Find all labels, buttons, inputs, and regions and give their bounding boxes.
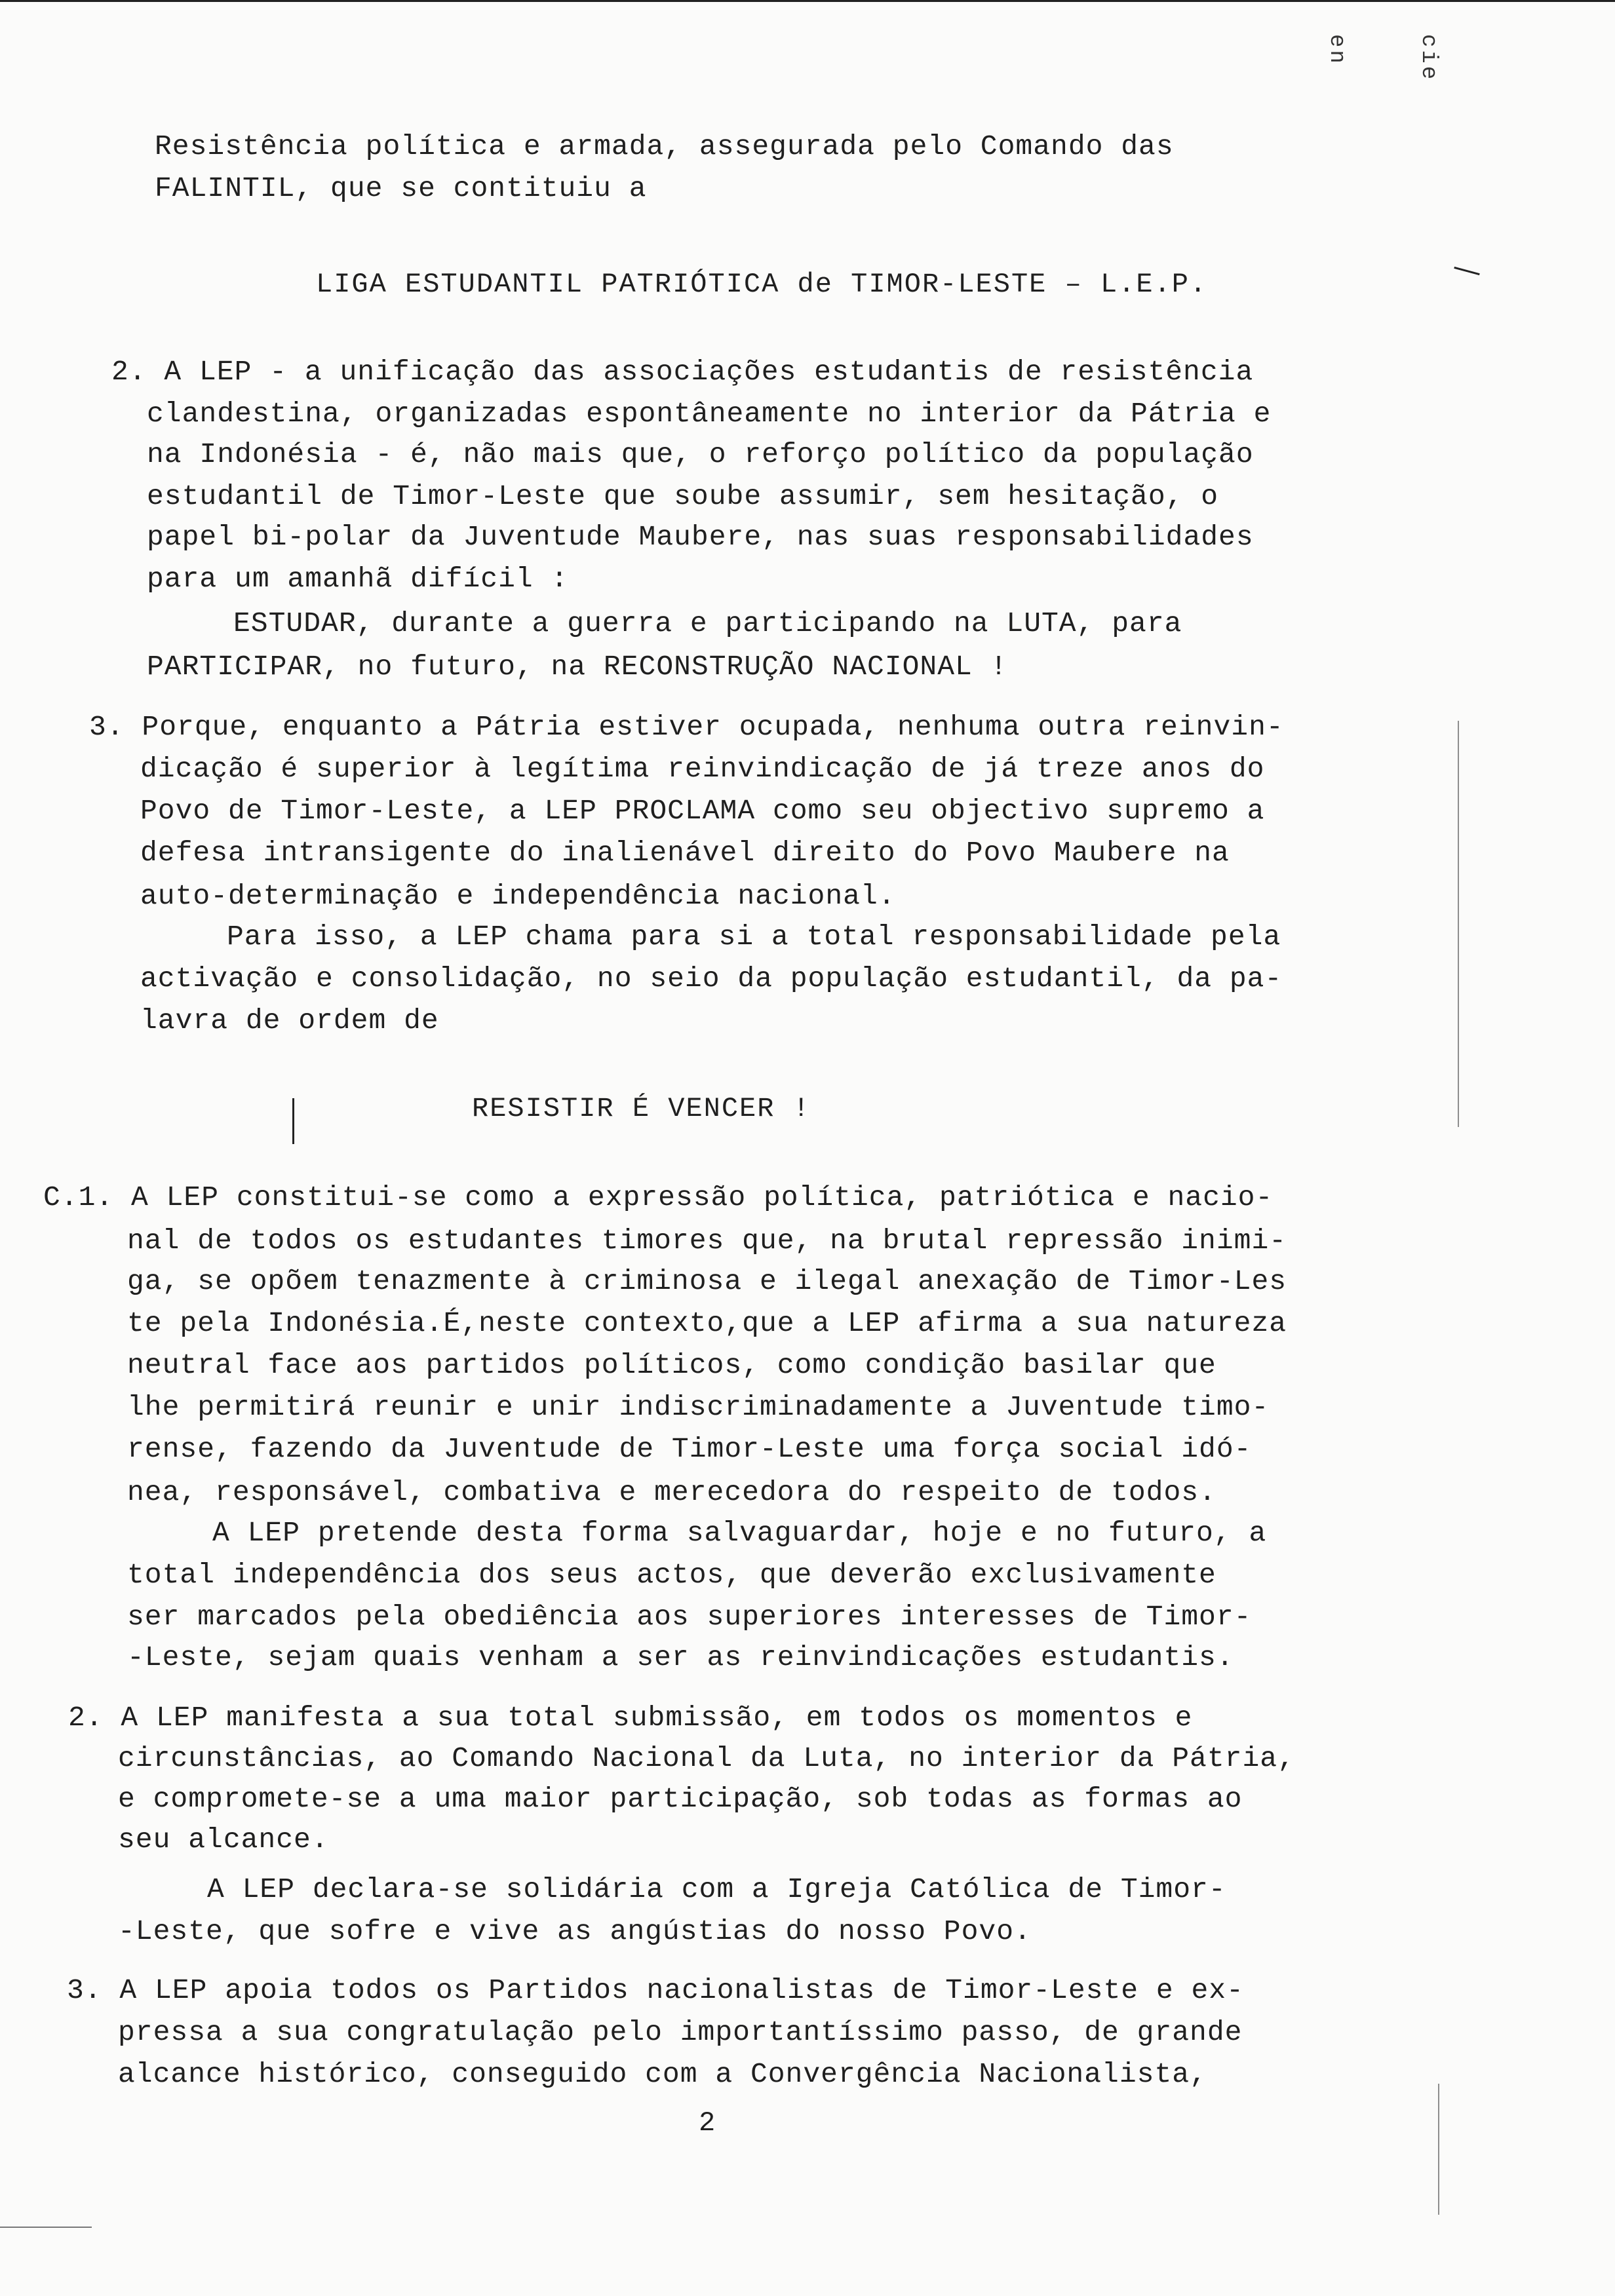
- page-number: 2: [699, 2107, 716, 2139]
- text-line-1: Resistência política e armada, assegurada pelo Comando das: [155, 130, 1174, 163]
- text-line-26: lhe permitirá reunir e unir indiscriminadamente a Juventude timo-: [127, 1391, 1270, 1423]
- text-line-2: FALINTIL, que se contituiu a: [155, 172, 647, 204]
- text-line-17: Para isso, a LEP chama para si a total responsabilidade pela: [227, 921, 1281, 953]
- margin-mark-1: en: [1324, 34, 1349, 66]
- text-line-13: dicação é superior à legítima reinvindicação de já treze anos do: [140, 753, 1265, 785]
- text-line-22: nal de todos os estudantes timores que, na brutal repressão inimi-: [127, 1225, 1287, 1257]
- text-line-19: lavra de ordem de: [140, 1004, 439, 1037]
- margin-mark-2: cie: [1416, 34, 1441, 83]
- text-line-14: Povo de Timor-Leste, a LEP PROCLAMA como seu objectivo supremo a: [140, 795, 1265, 827]
- text-line-16: auto-determinação e independência nacional.: [140, 880, 896, 912]
- margin-stroke-right: [1454, 267, 1479, 275]
- text-line-18: activação e consolidação, no seio da população estudantil, da pa-: [140, 963, 1283, 995]
- margin-bar-right-2: [1438, 2084, 1439, 2215]
- text-line-4: 2. A LEP - a unificação das associações estudantis de resistência: [111, 356, 1254, 388]
- text-line-12: 3. Porque, enquanto a Pátria estiver ocupada, nenhuma outra reinvin-: [89, 711, 1284, 743]
- bottom-left-rule: [0, 2227, 92, 2228]
- text-line-36: seu alcance.: [118, 1824, 329, 1856]
- text-line-27: rense, fazendo da Juventude de Timor-Leste uma força social idó-: [127, 1433, 1252, 1465]
- text-line-10: ESTUDAR, durante a guerra e participando na LUTA, para: [233, 607, 1182, 640]
- text-line-21: C.1. A LEP constitui-se como a expressão política, patriótica e nacio-: [43, 1181, 1274, 1214]
- text-line-37: A LEP declara-se solidária com a Igreja Católica de Timor-: [207, 1873, 1226, 1905]
- text-line-5: clandestina, organizadas espontâneamente no interior da Pátria e: [147, 398, 1272, 430]
- text-line-23: ga, se opõem tenazmente à criminosa e ilegal anexação de Timor-Les: [127, 1265, 1287, 1297]
- text-line-41: alcance histórico, conseguido com a Convergência Nacionalista,: [118, 2058, 1207, 2090]
- text-line-28: nea, responsável, combativa e merecedora do respeito de todos.: [127, 1476, 1216, 1508]
- text-line-40: pressa a sua congratulação pelo importantíssimo passo, de grande: [118, 2016, 1243, 2048]
- text-line-24: te pela Indonésia.É,neste contexto,que a LEP afirma a sua natureza: [127, 1307, 1287, 1339]
- margin-bar-left: [292, 1098, 294, 1144]
- text-line-32: -Leste, sejam quais venham a ser as reinvindicações estudantis.: [127, 1641, 1234, 1674]
- text-line-25: neutral face aos partidos políticos, como condição basilar que: [127, 1349, 1216, 1381]
- section-heading-lep: LIGA ESTUDANTIL PATRIÓTICA de TIMOR-LESTE – L.E.P.: [316, 269, 1208, 300]
- text-line-15: defesa intransigente do inalienável direito do Povo Maubere na: [140, 837, 1230, 869]
- text-line-34: circunstâncias, ao Comando Nacional da Luta, no interior da Pátria,: [118, 1742, 1295, 1774]
- text-line-33: 2. A LEP manifesta a sua total submissão, em todos os momentos e: [68, 1702, 1193, 1734]
- text-line-7: estudantil de Timor-Leste que soube assumir, sem hesitação, o: [147, 480, 1219, 512]
- text-line-29: A LEP pretende desta forma salvaguardar, hoje e no futuro, a: [212, 1517, 1267, 1549]
- margin-bar-right-1: [1458, 721, 1459, 1127]
- text-line-11: PARTICIPAR, no futuro, na RECONSTRUÇÃO NACIONAL !: [147, 651, 1008, 683]
- top-border-line: [0, 0, 1615, 2]
- slogan-heading: RESISTIR É VENCER !: [472, 1093, 811, 1124]
- text-line-30: total independência dos seus actos, que deverão exclusivamente: [127, 1559, 1216, 1591]
- text-line-6: na Indonésia - é, não mais que, o reforço político da população: [147, 438, 1254, 470]
- text-line-8: papel bi-polar da Juventude Maubere, nas suas responsabilidades: [147, 521, 1254, 553]
- text-line-38: -Leste, que sofre e vive as angústias do nosso Povo.: [118, 1915, 1032, 1947]
- text-line-9: para um amanhã difícil :: [147, 563, 569, 595]
- text-line-35: e compromete-se a uma maior participação, sob todas as formas ao: [118, 1783, 1243, 1815]
- text-line-39: 3. A LEP apoia todos os Partidos nacionalistas de Timor-Leste e ex-: [67, 1974, 1244, 2006]
- text-line-31: ser marcados pela obediência aos superiores interesses de Timor-: [127, 1601, 1252, 1633]
